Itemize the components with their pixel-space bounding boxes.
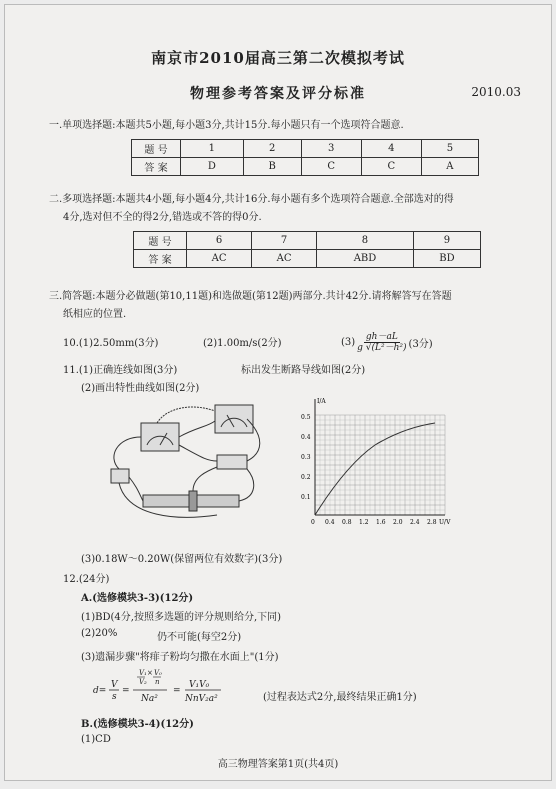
section1-answer-table xyxy=(131,139,479,176)
table-row xyxy=(132,158,479,176)
svg-text:V₁V₀: V₁V₀ xyxy=(189,680,210,690)
y-tick-label: 0.2 xyxy=(301,474,311,481)
table-cell: 2 xyxy=(243,140,301,158)
table-cell: C xyxy=(361,158,421,176)
table-cell: 7 xyxy=(252,232,317,250)
exam-title: 南京市2010届高三第二次模拟考试 xyxy=(151,49,405,67)
graph-grid xyxy=(315,415,445,515)
exam-date: 2010.03 xyxy=(471,85,521,99)
voltmeter-icon xyxy=(141,423,179,451)
x-tick-label: 1.6 xyxy=(376,519,386,526)
x-tick-label: 2.0 xyxy=(393,519,403,526)
graph-xlabel: U/V xyxy=(439,519,451,526)
switch-icon xyxy=(111,469,129,483)
q11-line3: (3)0.18W～0.20W(保留两位有效数字)(3分) xyxy=(81,554,283,565)
q12-a2b: 仍不可能(每空2分) xyxy=(157,632,242,643)
svg-text:=: = xyxy=(173,686,181,696)
y-tick-label: 0.4 xyxy=(301,434,311,441)
svg-text:V₂: V₂ xyxy=(139,678,147,686)
table-cell: BD xyxy=(413,250,480,268)
q10-part1: 10.(1)2.50mm(3分) xyxy=(63,338,159,349)
svg-text:V: V xyxy=(111,680,118,690)
q10-fraction xyxy=(357,332,406,353)
y-tick-label: 0.3 xyxy=(301,454,311,461)
section2-heading-line1: 二.多项选择题:本题共4小题,每小题4分,共计16分.每小题有多个选项符合题意.全部选对的得 xyxy=(49,194,454,205)
svg-text:n: n xyxy=(155,678,160,686)
q10-part2: (2)1.00m/s(2分) xyxy=(203,338,282,349)
row-label: 题 号 xyxy=(134,232,187,250)
iu-characteristic-graph xyxy=(295,393,455,533)
table-cell: D xyxy=(181,158,244,176)
table-cell: 9 xyxy=(413,232,480,250)
table-cell: 3 xyxy=(301,140,361,158)
row-label: 答 案 xyxy=(134,250,187,268)
q10-part3 xyxy=(341,332,433,353)
q12-a3: (3)遗漏步骤"将痱子粉均匀撒在水面上"(1分) xyxy=(81,652,279,663)
svg-text:V₁: V₁ xyxy=(139,669,147,677)
q12-a1: (1)BD(4分,按照多选题的评分规则给分,下同) xyxy=(81,612,282,623)
table-cell: AC xyxy=(252,250,317,268)
q12-b1: (1)CD xyxy=(81,734,111,745)
x-tick-label: 0 xyxy=(311,519,315,526)
q10-part3-suffix: (3分) xyxy=(408,339,433,350)
y-tick-label: 0.1 xyxy=(301,494,311,501)
x-tick-label: 0.4 xyxy=(325,519,335,526)
bulb-socket-icon xyxy=(217,455,247,469)
oil-film-formula xyxy=(93,665,263,713)
table-row xyxy=(134,250,481,268)
table-cell: ABD xyxy=(317,250,414,268)
q11-line1a: 11.(1)正确连线如图(3分) xyxy=(63,365,178,376)
x-tick-label: 2.8 xyxy=(427,519,437,526)
table-cell: 8 xyxy=(317,232,414,250)
circuit-diagram xyxy=(97,397,273,527)
row-label: 题 号 xyxy=(132,140,181,158)
document-page xyxy=(4,4,552,781)
q10-part3-prefix: (3) xyxy=(341,337,356,348)
svg-text:s: s xyxy=(112,692,117,702)
table-row xyxy=(134,232,481,250)
section1-heading: 一.单项选择题:本题共5小题,每小题3分,共计15分.每小题只有一个选项符合题意. xyxy=(49,120,404,131)
svg-text:d=: d= xyxy=(93,686,107,696)
y-tick-label: 0.5 xyxy=(301,414,311,421)
svg-text:=: = xyxy=(122,686,130,696)
x-tick-label: 2.4 xyxy=(410,519,420,526)
q11-line1b: 标出发生断路导线如图(2分) xyxy=(241,365,366,376)
table-cell: B xyxy=(243,158,301,176)
section2-heading-line2: 4分,选对但不全的得2分,错选或不答的得0分. xyxy=(63,212,262,223)
table-cell: C xyxy=(301,158,361,176)
q10-numerator: gh－aL xyxy=(365,332,398,342)
q11-line2: (2)画出特性曲线如图(2分) xyxy=(81,383,200,394)
formula-scoring-note: (过程表达式2分,最终结果正确1分) xyxy=(263,692,417,703)
section3-heading-line2: 纸相应的位置. xyxy=(63,309,127,320)
answer-title: 物理参考答案及评分标准 xyxy=(190,86,366,102)
q12-b-title: B.(选修模块3-4)(12分) xyxy=(81,719,194,730)
table-row xyxy=(132,140,479,158)
table-cell: 5 xyxy=(421,140,478,158)
table-cell: AC xyxy=(187,250,252,268)
q12-a2a: (2)20% xyxy=(81,628,118,639)
section3-heading-line1: 三.简答题:本题分必做题(第10,11题)和选做题(第12题)两部分.共计42分.请将解答写在答题 xyxy=(49,291,452,302)
table-cell: 4 xyxy=(361,140,421,158)
q12-a-title: A.(选修模块3-3)(12分) xyxy=(81,593,194,604)
q12-head: 12.(24分) xyxy=(63,574,110,585)
svg-text:Na²: Na² xyxy=(141,694,158,704)
q10-denominator: g √(L²－h²) xyxy=(357,343,407,353)
page-footer: 高三物理答案第1页(共4页) xyxy=(217,759,339,770)
x-tick-label: 1.2 xyxy=(359,519,369,526)
row-label: 答 案 xyxy=(132,158,181,176)
table-cell: 6 xyxy=(187,232,252,250)
graph-ylabel: I/A xyxy=(317,398,326,405)
table-cell: 1 xyxy=(181,140,244,158)
svg-text:×: × xyxy=(147,669,153,677)
table-cell: A xyxy=(421,158,478,176)
svg-text:V₀: V₀ xyxy=(154,669,162,677)
section2-answer-table xyxy=(133,231,481,268)
x-tick-label: 0.8 xyxy=(342,519,352,526)
svg-text:NnV₂a²: NnV₂a² xyxy=(185,694,218,704)
